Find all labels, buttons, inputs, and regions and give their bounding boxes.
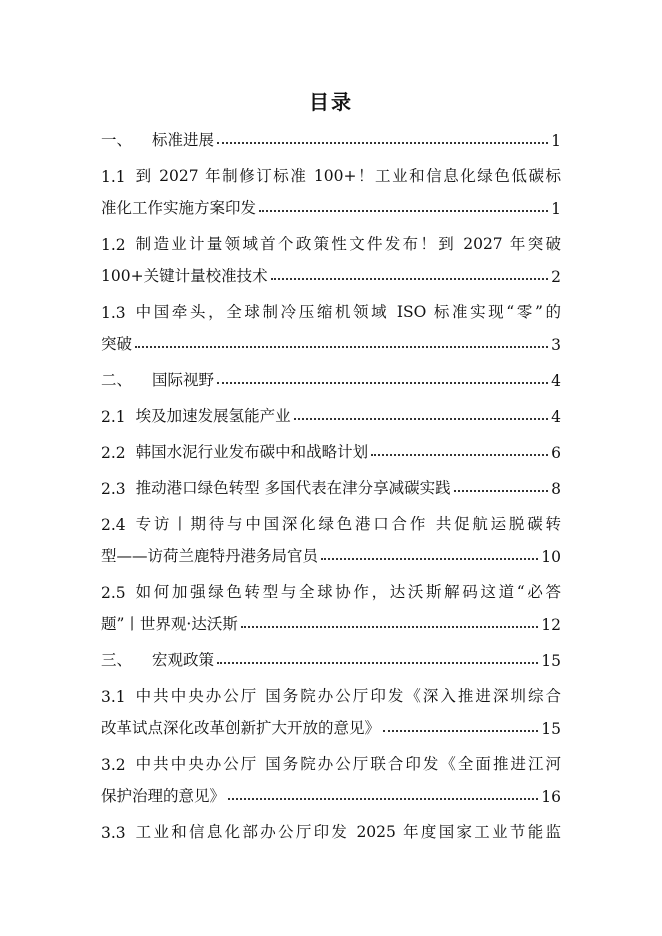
toc-leader-dots: [271, 264, 549, 280]
toc-entry-3-2-line1[interactable]: [101, 742, 561, 774]
toc-number: 2.5: [101, 584, 126, 602]
toc-page-number: 1: [551, 200, 561, 218]
toc-page-number: 10: [541, 548, 561, 566]
toc-leader-dots: [217, 648, 538, 664]
toc-number: 1.2: [101, 236, 126, 254]
toc-number: 3.3: [101, 824, 126, 842]
toc-leader-dots: [217, 128, 548, 144]
toc-page-number: 1: [551, 132, 561, 150]
toc-text: 题”丨世界观·达沃斯: [101, 615, 238, 633]
toc-leader-dots: [259, 196, 548, 212]
toc-number: 二、: [101, 371, 133, 389]
toc-entry-2-5-line2[interactable]: [101, 602, 561, 634]
toc-entry-2-4-line2[interactable]: [101, 534, 561, 566]
toc-text: 中共中央办公厅 国务院办公厅联合印发《全面推进江河: [135, 755, 561, 773]
toc-text: 改革试点深化改革创新扩大开放的意见》: [101, 719, 381, 737]
toc-entry-1-1-line1[interactable]: [101, 154, 561, 186]
toc-text: 到 2027 年制修订标准 100+！工业和信息化绿色低碳标: [135, 167, 561, 185]
toc-text: 准化工作实施方案印发: [101, 199, 257, 217]
toc-text: 保护治理的意见》: [101, 787, 226, 805]
toc-leader-dots: [294, 404, 548, 420]
toc-entry-1-3-line1[interactable]: [101, 290, 561, 322]
toc-entry-3-2-line2[interactable]: [101, 774, 561, 806]
toc-page-number: 15: [541, 652, 561, 670]
toc-section-1[interactable]: [101, 118, 561, 150]
toc-entry-1-1-line2[interactable]: [101, 186, 561, 218]
toc-entry-3-1-line1[interactable]: [101, 674, 561, 706]
toc-number: 3.2: [101, 756, 126, 774]
toc-number: 1.1: [101, 168, 126, 186]
toc-entry-2-3[interactable]: [101, 466, 561, 498]
toc-number: 三、: [101, 651, 133, 669]
toc-text: 如何加强绿色转型与全球协作，达沃斯解码这道“必答: [135, 583, 561, 601]
toc-entry-2-2[interactable]: [101, 430, 561, 462]
toc-text: 宏观政策: [152, 651, 215, 669]
toc-number: 2.3: [101, 480, 126, 498]
toc-entry-1-2-line2[interactable]: [101, 254, 561, 286]
toc-text: 韩国水泥行业发布碳中和战略计划: [135, 443, 369, 461]
toc-text: 100+关键计量校准技术: [101, 267, 268, 285]
toc-entry-1-3-line2[interactable]: [101, 322, 561, 354]
toc-text: 埃及加速发展氢能产业: [135, 407, 291, 425]
toc-leader-dots: [321, 544, 538, 560]
page-title: 目录: [309, 90, 353, 114]
toc-page-number: 16: [541, 788, 561, 806]
toc-leader-dots: [371, 440, 548, 456]
toc-entry-2-5-line1[interactable]: [101, 570, 561, 602]
toc-number: 1.3: [101, 304, 126, 322]
toc-entry-2-4-line1[interactable]: [101, 502, 561, 534]
toc-number: 3.1: [101, 688, 126, 706]
toc-entry-3-3-line1[interactable]: [101, 810, 561, 842]
toc-page-number: 4: [551, 408, 561, 426]
toc-text: 突破: [101, 335, 133, 353]
toc-leader-dots: [383, 716, 538, 732]
toc-entry-1-2-line1[interactable]: [101, 222, 561, 254]
toc-page-number: 4: [551, 372, 561, 390]
toc-number: 2.1: [101, 408, 126, 426]
toc-entry-2-1[interactable]: [101, 394, 561, 426]
toc-text: 型——访荷兰鹿特丹港务局官员: [101, 547, 319, 565]
toc-text: 中共中央办公厅 国务院办公厅印发《深入推进深圳综合: [135, 687, 561, 705]
toc-number: 2.2: [101, 444, 126, 462]
toc-text: 国际视野: [152, 371, 215, 389]
toc-number: 2.4: [101, 516, 126, 534]
toc-page-number: 15: [541, 720, 561, 738]
toc-text: 中国牵头，全球制冷压缩机领域 ISO 标准实现“零”的: [135, 303, 561, 321]
toc-leader-dots: [241, 612, 538, 628]
toc-number: 一、: [101, 131, 133, 149]
toc-leader-dots: [228, 784, 538, 800]
toc-text: 标准进展: [152, 131, 215, 149]
toc-section-3[interactable]: [101, 638, 561, 670]
toc-page-number: 12: [541, 616, 561, 634]
toc-leader-dots: [454, 476, 549, 492]
toc-leader-dots: [135, 332, 548, 348]
toc-text: 工业和信息化部办公厅印发 2025 年度国家工业节能监: [135, 823, 561, 841]
toc-page-number: 2: [551, 268, 561, 286]
toc-section-2[interactable]: [101, 358, 561, 390]
toc-text: 制造业计量领域首个政策性文件发布！到 2027 年突破: [135, 235, 561, 253]
toc-page-number: 8: [551, 480, 561, 498]
toc-page-number: 3: [551, 336, 561, 354]
toc-page-number: 6: [551, 444, 561, 462]
toc-text: 专访丨期待与中国深化绿色港口合作 共促航运脱碳转: [135, 515, 561, 533]
toc-text: 推动港口绿色转型 多国代表在津分享减碳实践: [135, 479, 451, 497]
toc-leader-dots: [217, 368, 548, 384]
toc-entry-3-1-line2[interactable]: [101, 706, 561, 738]
